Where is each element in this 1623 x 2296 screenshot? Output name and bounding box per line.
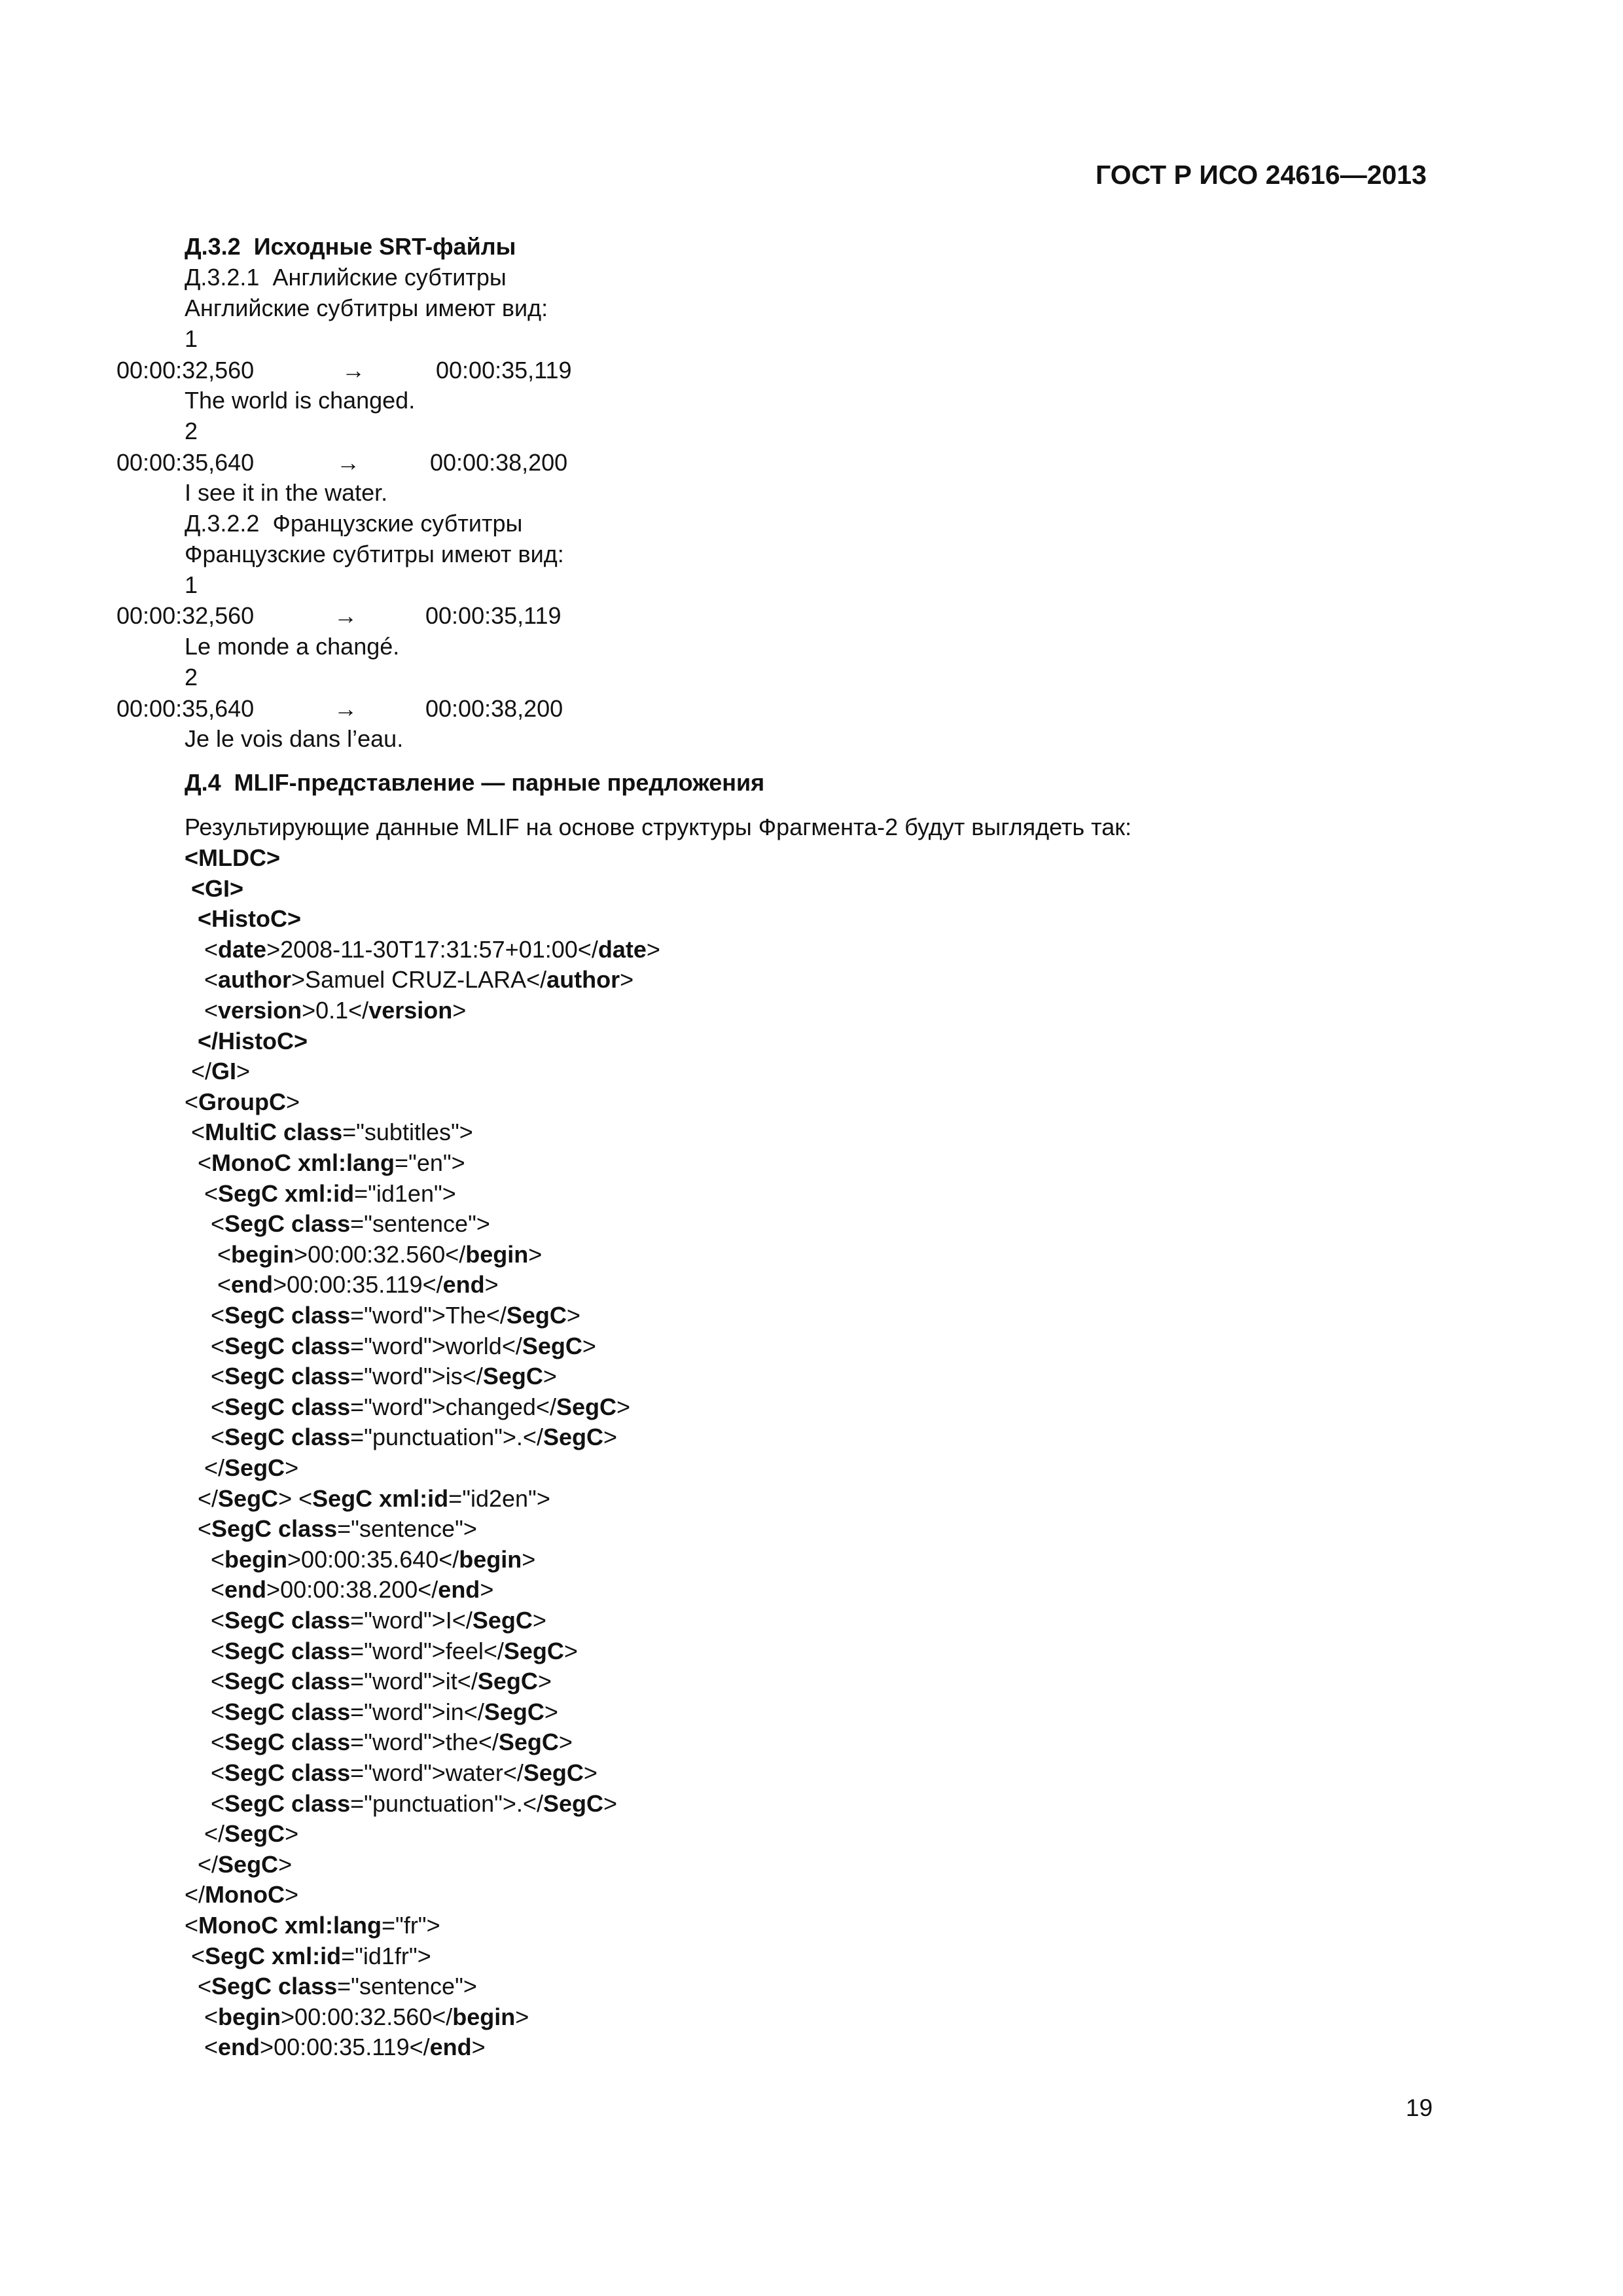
xml-code-line: <SegC class="sentence"> xyxy=(185,1210,490,1238)
fr-sub1-arrow: → xyxy=(334,602,357,629)
xml-code-line: <version>0.1</version> xyxy=(185,997,467,1024)
fr-sub1-start: 00:00:32,560 xyxy=(116,602,255,629)
en-sub1-end: 00:00:35,119 xyxy=(436,357,572,384)
xml-code-line: <SegC class="word">world</SegC> xyxy=(185,1332,596,1359)
xml-code-line: <MonoC xml:lang="fr"> xyxy=(185,1912,440,1939)
xml-code-line: <SegC class="word">in</SegC> xyxy=(185,1698,558,1725)
xml-code-line: </SegC> xyxy=(185,1820,299,1848)
section-d4-intro: Результирующие данные MLIF на основе структуры Фрагмента-2 будут выглядеть так: xyxy=(185,814,1132,840)
xml-code-line: <SegC class="sentence"> xyxy=(185,1973,477,2000)
xml-code-line: <HistoC> xyxy=(198,905,302,933)
xml-code-line: <SegC class="word">changed</SegC> xyxy=(185,1393,631,1420)
xml-code-line: <end>00:00:38.200</end> xyxy=(185,1576,494,1604)
en-sub2-index: 2 xyxy=(185,418,198,444)
fr-sub2-start: 00:00:35,640 xyxy=(116,695,255,722)
xml-code-line: <begin>00:00:32.560</begin> xyxy=(185,2003,529,2030)
xml-code-line: <end>00:00:35.119</end> xyxy=(185,1271,499,1299)
en-sub1-start: 00:00:32,560 xyxy=(116,357,255,384)
xml-code-line: <SegC class="word">it</SegC> xyxy=(185,1668,552,1695)
xml-code-line: <SegC class="word">I</SegC> xyxy=(185,1607,546,1634)
xml-code-line: <SegC class="punctuation">.</SegC> xyxy=(185,1424,618,1451)
xml-code-line: </SegC> xyxy=(185,1850,293,1878)
en-sub2-arrow: → xyxy=(336,449,360,476)
fr-sub1-end: 00:00:35,119 xyxy=(425,602,562,629)
xml-code-line: <SegC class="word">The</SegC> xyxy=(185,1302,580,1329)
fr-sub2-text: Je le vois dans l’eau. xyxy=(185,725,404,752)
fr-sub2-index: 2 xyxy=(185,664,198,691)
xml-code-line: <GI> xyxy=(191,874,244,902)
en-sub1-index: 1 xyxy=(185,325,198,352)
en-sub2-end: 00:00:38,200 xyxy=(430,449,568,476)
xml-code-line: </GI> xyxy=(185,1058,251,1085)
section-d32-title: Д.3.2 Исходные SRT-файлы xyxy=(185,233,516,260)
fr-sub2-end: 00:00:38,200 xyxy=(425,695,563,722)
en-sub2-text: I see it in the water. xyxy=(185,479,388,506)
xml-code-listing xyxy=(185,842,1493,2073)
xml-code-line: <SegC class="punctuation">.</SegC> xyxy=(185,1789,618,1817)
xml-code-line: <SegC xml:id="id1en"> xyxy=(185,1179,456,1207)
xml-code-line: <SegC class="word">the</SegC> xyxy=(185,1729,573,1756)
xml-code-line: <begin>00:00:35.640</begin> xyxy=(185,1545,536,1573)
section-d4-title: Д.4 MLIF-представление — парные предложения xyxy=(185,769,765,796)
fr-sub2-arrow: → xyxy=(334,695,357,722)
xml-code-line: <GroupC> xyxy=(185,1088,300,1115)
xml-code-line: </HistoC> xyxy=(198,1027,308,1054)
xml-code-line: <begin>00:00:32.560</begin> xyxy=(185,1240,543,1268)
xml-code-line: <end>00:00:35.119</end> xyxy=(185,2034,486,2061)
section-d322-title: Д.3.2.2 Французские субтитры xyxy=(185,510,523,537)
xml-code-line: </MonoC> xyxy=(185,1881,299,1909)
xml-code-line: <SegC class="word">water</SegC> xyxy=(185,1759,597,1786)
page-number: 19 xyxy=(1406,2094,1433,2121)
fr-sub1-text: Le monde a changé. xyxy=(185,633,400,660)
en-sub1-arrow: → xyxy=(342,357,365,384)
document-header: ГОСТ Р ИСО 24616—2013 xyxy=(1096,160,1427,190)
section-d322-intro: Французские субтитры имеют вид: xyxy=(185,541,564,567)
en-sub2-start: 00:00:35,640 xyxy=(116,449,255,476)
section-d321-intro: Английские субтитры имеют вид: xyxy=(185,295,548,321)
xml-code-line: <SegC xml:id="id1fr"> xyxy=(185,1942,431,1969)
xml-code-line: <MLDC> xyxy=(185,844,281,871)
xml-code-line: <SegC class="word">feel</SegC> xyxy=(185,1637,578,1664)
section-d321-title: Д.3.2.1 Английские субтитры xyxy=(185,264,507,291)
xml-code-line: <MultiC class="subtitles"> xyxy=(185,1119,473,1146)
fr-sub1-index: 1 xyxy=(185,571,198,598)
xml-code-line: <SegC class="word">is</SegC> xyxy=(185,1363,557,1390)
xml-code-line: </SegC> <SegC xml:id="id2en"> xyxy=(185,1484,550,1512)
xml-code-line: <SegC class="sentence"> xyxy=(185,1515,477,1543)
en-sub1-text: The world is changed. xyxy=(185,387,416,414)
xml-code-line: <MonoC xml:lang="en"> xyxy=(185,1149,465,1176)
xml-code-line: </SegC> xyxy=(185,1454,299,1481)
xml-code-line: <date>2008-11-30T17:31:57+01:00</date> xyxy=(185,935,660,963)
xml-code-line: <author>Samuel CRUZ-LARA</author> xyxy=(185,966,634,994)
